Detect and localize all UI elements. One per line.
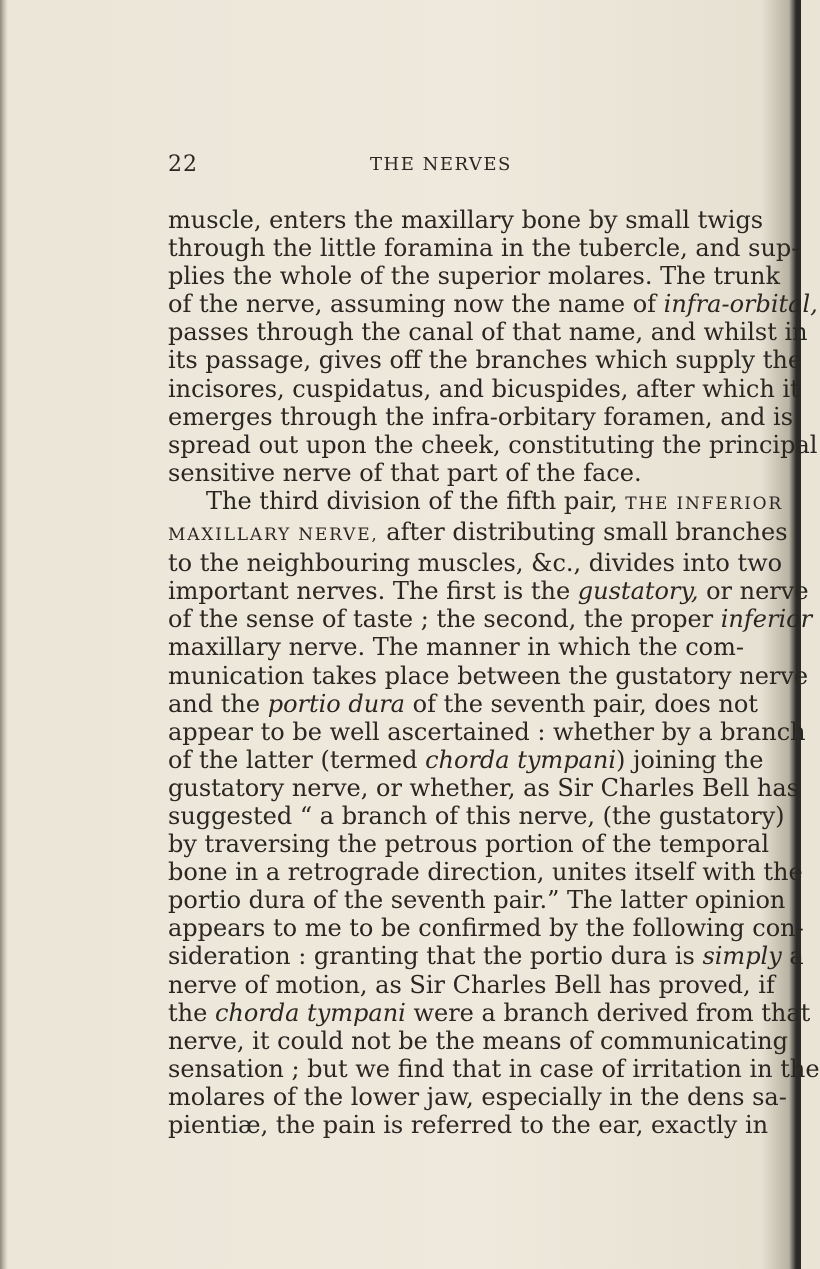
text-line <box>168 858 803 887</box>
text-segment: or nerve <box>698 577 809 606</box>
text-line <box>168 633 744 662</box>
text-line <box>168 1111 769 1139</box>
text-segment: of the latter (termed <box>168 745 426 774</box>
text-line <box>168 998 811 1027</box>
text-segment: of the nerve, assuming now the name of <box>168 290 664 319</box>
text-segment: spread out upon the cheek, constituting the principal <box>168 430 818 459</box>
text-line <box>168 1054 820 1083</box>
text-line <box>168 942 804 971</box>
small-caps-phrase: MAXILLARY NERVE, <box>168 525 379 546</box>
italic-phrase: infra-orbital, <box>663 290 818 319</box>
text-line <box>168 661 809 690</box>
running-title: THE NERVES <box>370 154 512 175</box>
text-line <box>168 689 758 718</box>
text-line <box>168 914 804 943</box>
text-segment: molares of the lower jaw, especially in the dens sa- <box>168 1082 787 1111</box>
text-line <box>168 1082 787 1111</box>
text-line <box>168 234 800 263</box>
text-segment: sensitive nerve of that part of the face. <box>168 458 642 487</box>
text-segment: sensation ; but we find that in case of irritation in the <box>168 1054 820 1083</box>
text-line <box>168 486 783 518</box>
text-segment: The third division of the fifth pair, <box>206 486 626 515</box>
italic-phrase: gustatory, <box>577 577 699 606</box>
italic-phrase: portio dura <box>267 689 405 718</box>
text-line <box>168 290 818 319</box>
text-segment: muscle, enters the maxillary bone by small twigs <box>168 206 764 234</box>
text-segment: nerve, it could not be the means of communicating <box>168 1026 788 1055</box>
text-line <box>168 430 818 459</box>
text-line <box>168 970 775 999</box>
text-segment: munication takes place between the gustatory nerve <box>168 661 809 690</box>
text-line <box>168 605 813 634</box>
text-line <box>168 717 806 746</box>
text-line <box>168 262 780 291</box>
text-segment: pientiæ, the pain is referred to the ear, exactly in <box>168 1111 769 1139</box>
text-segment: its passage, gives off the branches which supply the <box>168 346 803 375</box>
text-segment: maxillary nerve. The manner in which the com- <box>168 633 744 662</box>
italic-phrase: chorda tympani <box>425 745 616 774</box>
text-segment: by traversing the petrous portion of the temporal <box>168 830 770 859</box>
text-segment: passes through the canal of that name, and whilst in <box>168 318 808 347</box>
text-line <box>168 402 794 431</box>
small-caps-phrase: THE INFERIOR <box>625 493 783 514</box>
text-segment: portio dura of the seventh pair.” The latter opinion <box>168 886 786 915</box>
text-line <box>168 459 730 487</box>
text-segment: to the neighbouring muscles, &c., divides into two <box>168 549 783 578</box>
text-line <box>168 374 800 403</box>
text-segment: and the <box>168 689 268 718</box>
text-segment: bone in a retrograde direction, unites itself with the <box>168 858 803 887</box>
body-text <box>168 206 820 1139</box>
text-segment: the <box>168 998 215 1027</box>
text-segment: of the seventh pair, does not <box>405 689 758 718</box>
text-segment: nerve of motion, as Sir Charles Bell has proved, if <box>168 970 775 999</box>
text-line <box>168 773 799 802</box>
text-line <box>168 346 803 375</box>
text-line <box>168 830 770 859</box>
italic-phrase: simply <box>702 942 782 971</box>
text-line <box>168 518 788 549</box>
italic-phrase: chorda tympani <box>214 998 406 1027</box>
text-line <box>168 206 764 234</box>
text-line <box>168 886 786 915</box>
text-segment: gustatory nerve, or whether, as Sir Charles Bell has <box>168 773 799 802</box>
text-segment: after distributing small branches <box>378 518 788 547</box>
italic-phrase: inferior <box>720 605 813 634</box>
text-line <box>168 577 809 606</box>
text-segment: appear to be well ascertained : whether by a branch <box>168 717 806 746</box>
text-segment: of the sense of taste ; the second, the proper <box>168 605 721 634</box>
text-line <box>168 801 785 830</box>
text-line <box>168 1026 788 1055</box>
text-segment: sideration : granting that the portio dura is <box>168 942 703 971</box>
text-segment: were a branch derived from that <box>405 998 811 1027</box>
text-segment: appears to me to be confirmed by the following con- <box>168 914 804 943</box>
page-header <box>168 152 728 192</box>
text-segment: ) joining the <box>616 745 764 774</box>
text-segment: a <box>781 942 804 971</box>
text-line <box>168 549 783 578</box>
text-segment: emerges through the infra-orbitary foramen, and is <box>168 402 794 431</box>
text-segment: suggested “ a branch of this nerve, (the gustatory) <box>168 801 785 830</box>
text-line <box>168 318 808 347</box>
text-line <box>168 745 764 774</box>
text-segment: through the little foramina in the tubercle, and sup- <box>168 234 800 263</box>
page-number: 22 <box>168 152 198 177</box>
text-segment: plies the whole of the superior molares. The trunk <box>168 262 780 291</box>
text-segment: incisores, cuspidatus, and bicuspides, after which it <box>168 374 800 403</box>
page-gutter <box>0 0 8 1269</box>
text-segment: important nerves. The first is the <box>168 577 578 606</box>
